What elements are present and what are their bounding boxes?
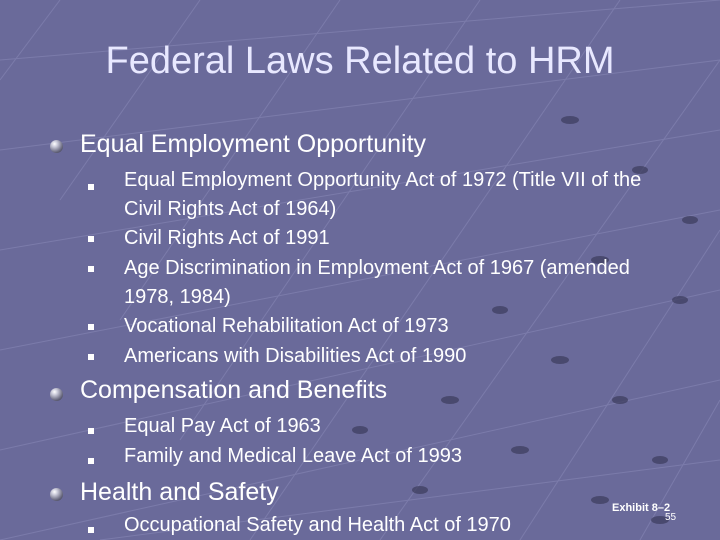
item-bullet-icon [88,266,94,272]
section-bullet-icon [50,140,63,153]
section-bullet-icon [50,488,63,501]
page-number: 55 [665,512,677,523]
list-item: Equal Employment Opportunity Act of 1972 (Title VII of the Civil Rights Act of 1964) [124,169,642,220]
list-item: Family and Medical Leave Act of 1993 [124,445,462,467]
item-bullet-icon [88,527,94,533]
item-bullet-icon [88,428,94,434]
list-item: Americans with Disabilities Act of 1990 [124,345,467,367]
item-bullet-icon [88,236,94,242]
list-item: Occupational Safety and Health Act of 1970 [124,514,511,536]
item-bullet-icon [88,324,94,330]
section-heading-health: Health and Safety [80,478,279,506]
section-heading-eeo: Equal Employment Opportunity [80,130,427,158]
item-bullet-icon [88,184,94,190]
list-item: Equal Pay Act of 1963 [124,415,321,437]
slide-title: Federal Laws Related to HRM [105,40,615,82]
list-item: Vocational Rehabilitation Act of 1973 [124,315,449,337]
list-item: Age Discrimination in Employment Act of 1967 (amended 1978, 1984) [124,257,630,308]
section-heading-compensation: Compensation and Benefits [80,376,388,404]
item-bullet-icon [88,458,94,464]
exhibit-label: Exhibit 8–2 [612,502,671,514]
list-item: Civil Rights Act of 1991 [124,227,330,249]
section-bullet-icon [50,388,63,401]
item-bullet-icon [88,354,94,360]
